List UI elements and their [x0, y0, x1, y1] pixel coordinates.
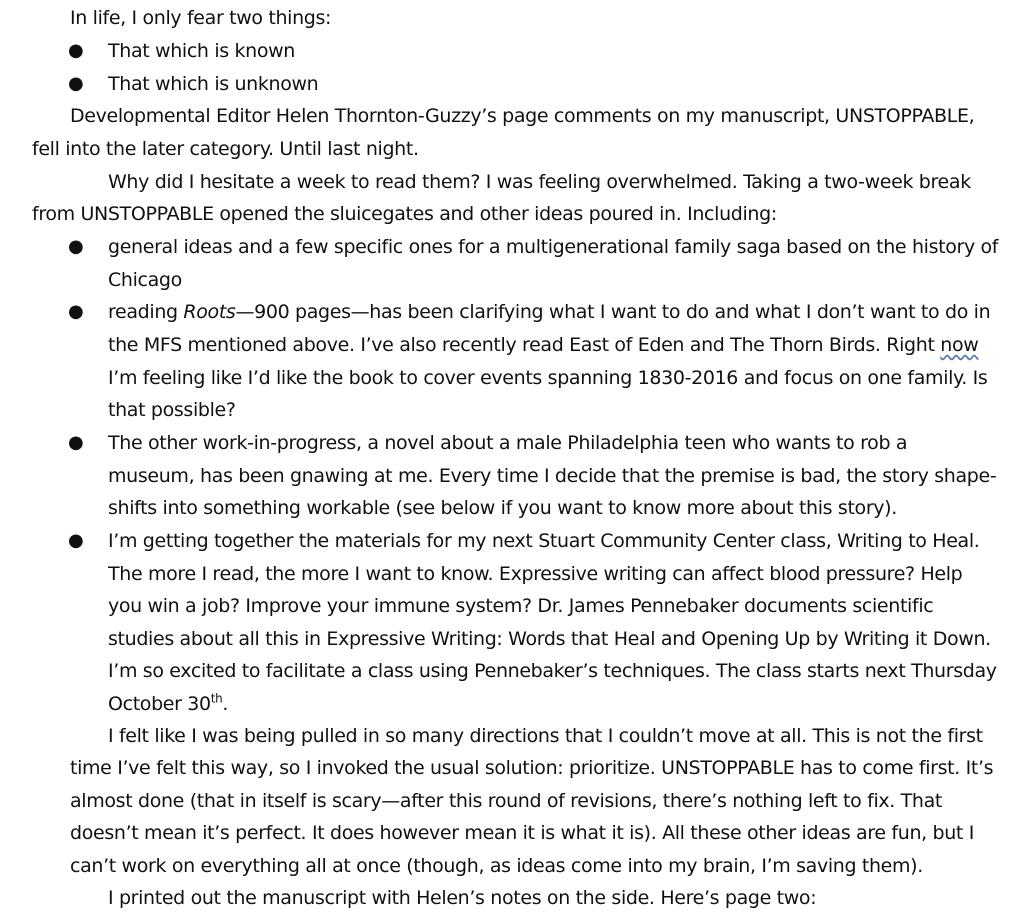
bullet-2-line-1: [108, 296, 990, 328]
bullet-2-line-1-pre: reading: [108, 301, 184, 323]
intro-item-unknown: That which is unknown: [108, 73, 319, 95]
bullet-4-line-5: I’m so excited to facilitate a class using Pennebaker’s techniques. The class starts next Thursday: [108, 660, 997, 682]
bullet-4-line-6: [108, 688, 228, 720]
paragraph-2-line-2: from UNSTOPPABLE opened the sluicegates and other ideas poured in. Including:: [32, 203, 777, 225]
bullet-2-line-1-post: —900 pages—has been clarifying what I want to do and what I don’t want to do in: [235, 301, 991, 323]
date-superscript: th: [210, 691, 223, 706]
paragraph-3-line-1: I felt like I was being pulled in so many directions that I couldn’t move at all. This is not the first: [108, 725, 983, 747]
paragraph-3-line-2: time I’ve felt this way, so I invoked the usual solution: prioritize. UNSTOPPABLE has to come first. It’s: [70, 757, 994, 779]
intro-line: In life, I only fear two things:: [70, 7, 332, 29]
bullet-dot-icon: ●: [68, 530, 84, 551]
date-text: October 30: [108, 693, 211, 715]
bullet-2-line-4: that possible?: [108, 399, 236, 421]
date-period: .: [222, 693, 229, 715]
bullet-1-line-2: Chicago: [108, 269, 182, 291]
bullet-2-line-2: [108, 329, 978, 361]
paragraph-1-line-2: fell into the later category. Until last night.: [32, 138, 419, 160]
paragraph-3-line-4: doesn’t mean it’s perfect. It does however mean it is what it is). All these other ideas are fun, but I: [70, 822, 974, 844]
bullet-dot-icon: ●: [68, 432, 84, 453]
bullet-dot-icon: ●: [68, 40, 84, 61]
paragraph-4-line-1: I printed out the manuscript with Helen’s notes on the side. Here’s page two:: [108, 887, 817, 909]
bullet-1-line-1: general ideas and a few specific ones for a multigenerational family saga based on the history of: [108, 236, 999, 258]
bullet-dot-icon: ●: [68, 236, 84, 257]
spellcheck-underlined-word: now: [940, 334, 979, 356]
bullet-2-line-3: I’m feeling like I’d like the book to cover events spanning 1830-2016 and focus on one family. Is: [108, 367, 988, 389]
bullet-4-line-4: studies about all this in Expressive Writing: Words that Heal and Opening Up by Writing it Down.: [108, 628, 991, 650]
paragraph-3-line-3: almost done (that in itself is scary—after this round of revisions, there’s nothing left to fix. That: [70, 790, 942, 812]
bullet-4-line-1: I’m getting together the materials for my next Stuart Community Center class, Writing to Heal.: [108, 530, 980, 552]
paragraph-1-line-1: Developmental Editor Helen Thornton-Guzzy’s page comments on my manuscript, UNSTOPPABLE,: [70, 105, 975, 127]
bullet-3-line-3: shifts into something workable (see below if you want to know more about this story).: [108, 497, 897, 519]
bullet-2-line-2-pre: the MFS mentioned above. I’ve also recently read East of Eden and The Thorn Birds. Right: [108, 334, 941, 356]
paragraph-3-line-5: can’t work on everything all at once (though, as ideas come into my brain, I’m saving them).: [70, 855, 923, 877]
bullet-3-line-1: The other work-in-progress, a novel about a male Philadelphia teen who wants to rob a: [108, 432, 908, 454]
paragraph-2-line-1: Why did I hesitate a week to read them? I was feeling overwhelmed. Taking a two-week break: [108, 171, 971, 193]
bullet-dot-icon: ●: [68, 301, 84, 322]
bullet-dot-icon: ●: [68, 73, 84, 94]
bullet-3-line-2: museum, has been gnawing at me. Every time I decide that the premise is bad, the story shape-: [108, 465, 997, 487]
bullet-4-line-3: you win a job? Improve your immune system? Dr. James Pennebaker documents scientific: [108, 595, 934, 617]
intro-item-known: That which is known: [108, 40, 295, 62]
bullet-4-line-2: The more I read, the more I want to know. Expressive writing can affect blood pressure? Help: [108, 563, 963, 585]
book-title-roots: Roots: [183, 301, 236, 323]
